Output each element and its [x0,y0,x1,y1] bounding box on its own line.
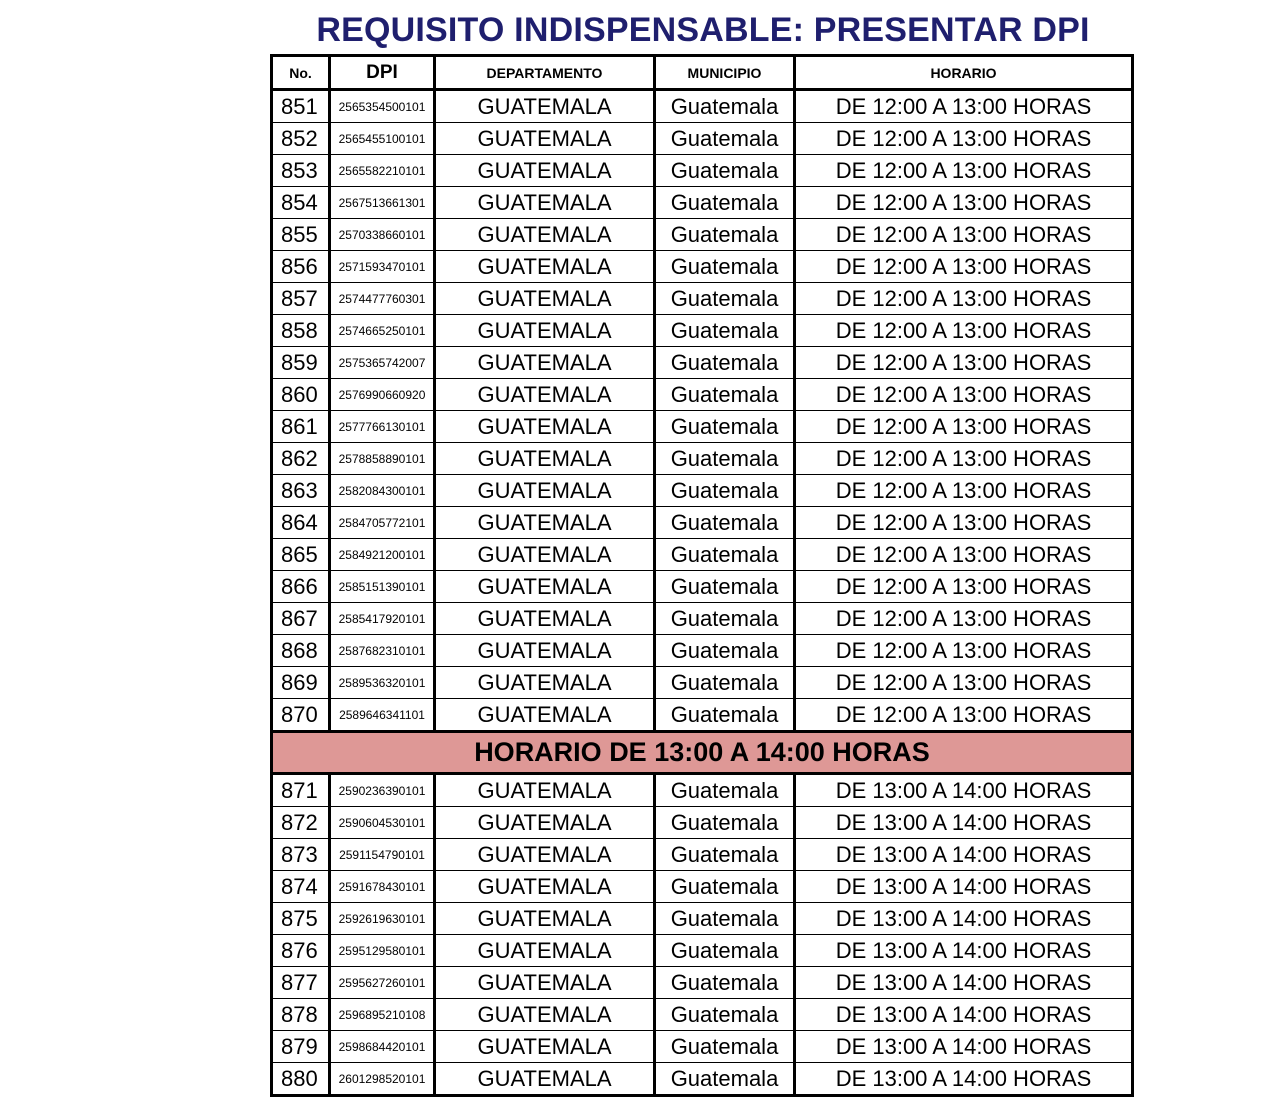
cell-no: 875 [272,903,330,935]
table-header [272,56,1133,90]
cell-departamento: GUATEMALA [435,219,655,251]
cell-horario: DE 12:00 A 13:00 HORAS [795,603,1133,635]
cell-municipio: Guatemala [655,839,795,871]
cell-no: 876 [272,935,330,967]
table-row [272,379,1133,411]
table-row [272,315,1133,347]
page-title: REQUISITO INDISPENSABLE: PRESENTAR DPI [316,11,1090,49]
cell-departamento: GUATEMALA [435,283,655,315]
cell-no: 877 [272,967,330,999]
cell-horario: DE 12:00 A 13:00 HORAS [795,315,1133,347]
cell-municipio: Guatemala [655,123,795,155]
cell-municipio: Guatemala [655,1031,795,1063]
cell-horario: DE 12:00 A 13:00 HORAS [795,635,1133,667]
cell-no: 870 [272,699,330,732]
cell-departamento: GUATEMALA [435,443,655,475]
table-row [272,667,1133,699]
cell-horario: DE 12:00 A 13:00 HORAS [795,347,1133,379]
cell-municipio: Guatemala [655,807,795,839]
cell-dpi: 2565455100101 [330,123,435,155]
cell-municipio: Guatemala [655,315,795,347]
cell-dpi: 2591154790101 [330,839,435,871]
cell-dpi: 2598684420101 [330,1031,435,1063]
cell-departamento: GUATEMALA [435,507,655,539]
cell-no: 861 [272,411,330,443]
cell-dpi: 2589646341101 [330,699,435,732]
cell-dpi: 2582084300101 [330,475,435,507]
cell-municipio: Guatemala [655,251,795,283]
cell-departamento: GUATEMALA [435,315,655,347]
cell-municipio: Guatemala [655,219,795,251]
cell-horario: DE 13:00 A 14:00 HORAS [795,1063,1133,1096]
cell-departamento: GUATEMALA [435,699,655,732]
cell-horario: DE 12:00 A 13:00 HORAS [795,251,1133,283]
cell-departamento: GUATEMALA [435,251,655,283]
cell-departamento: GUATEMALA [435,90,655,123]
rows-group-12-13 [272,90,1133,732]
cell-departamento: GUATEMALA [435,774,655,807]
cell-dpi: 2574477760301 [330,283,435,315]
cell-dpi: 2589536320101 [330,667,435,699]
cell-no: 880 [272,1063,330,1096]
cell-dpi: 2578858890101 [330,443,435,475]
table-row [272,571,1133,603]
cell-departamento: GUATEMALA [435,871,655,903]
header-municipio: MUNICIPIO [655,56,795,90]
cell-municipio: Guatemala [655,967,795,999]
cell-municipio: Guatemala [655,667,795,699]
table-row [272,539,1133,571]
rows-group-13-14 [272,774,1133,1096]
table-row [272,283,1133,315]
cell-no: 854 [272,187,330,219]
cell-horario: DE 12:00 A 13:00 HORAS [795,411,1133,443]
cell-dpi: 2576990660920 [330,379,435,411]
table-row [272,635,1133,667]
cell-municipio: Guatemala [655,283,795,315]
table-row [272,1031,1133,1063]
cell-horario: DE 12:00 A 13:00 HORAS [795,90,1133,123]
cell-dpi: 2596895210108 [330,999,435,1031]
cell-horario: DE 12:00 A 13:00 HORAS [795,123,1133,155]
table-row [272,347,1133,379]
cell-no: 857 [272,283,330,315]
cell-departamento: GUATEMALA [435,603,655,635]
table-row [272,251,1133,283]
table-row [272,411,1133,443]
cell-no: 874 [272,871,330,903]
cell-horario: DE 13:00 A 14:00 HORAS [795,935,1133,967]
table-row [272,475,1133,507]
table-row [272,90,1133,123]
table-row [272,219,1133,251]
cell-dpi: 2595627260101 [330,967,435,999]
cell-no: 852 [272,123,330,155]
cell-municipio: Guatemala [655,1063,795,1096]
cell-horario: DE 13:00 A 14:00 HORAS [795,839,1133,871]
cell-no: 878 [272,999,330,1031]
cell-horario: DE 12:00 A 13:00 HORAS [795,571,1133,603]
cell-municipio: Guatemala [655,379,795,411]
table-row [272,935,1133,967]
cell-municipio: Guatemala [655,90,795,123]
cell-no: 862 [272,443,330,475]
cell-departamento: GUATEMALA [435,1031,655,1063]
header-departamento: DEPARTAMENTO [435,56,655,90]
cell-dpi: 2567513661301 [330,187,435,219]
cell-departamento: GUATEMALA [435,903,655,935]
cell-horario: DE 12:00 A 13:00 HORAS [795,667,1133,699]
table-row [272,603,1133,635]
cell-departamento: GUATEMALA [435,1063,655,1096]
table-row [272,839,1133,871]
cell-horario: DE 12:00 A 13:00 HORAS [795,443,1133,475]
cell-horario: DE 13:00 A 14:00 HORAS [795,807,1133,839]
table-row [272,443,1133,475]
cell-municipio: Guatemala [655,443,795,475]
cell-departamento: GUATEMALA [435,635,655,667]
table-row [272,871,1133,903]
cell-departamento: GUATEMALA [435,571,655,603]
cell-dpi: 2585417920101 [330,603,435,635]
cell-departamento: GUATEMALA [435,123,655,155]
table-row [272,155,1133,187]
cell-departamento: GUATEMALA [435,155,655,187]
cell-horario: DE 12:00 A 13:00 HORAS [795,539,1133,571]
cell-horario: DE 12:00 A 13:00 HORAS [795,475,1133,507]
cell-no: 855 [272,219,330,251]
cell-no: 871 [272,774,330,807]
table-row [272,507,1133,539]
cell-no: 869 [272,667,330,699]
cell-departamento: GUATEMALA [435,839,655,871]
cell-departamento: GUATEMALA [435,935,655,967]
cell-horario: DE 13:00 A 14:00 HORAS [795,871,1133,903]
cell-municipio: Guatemala [655,507,795,539]
cell-no: 865 [272,539,330,571]
cell-horario: DE 12:00 A 13:00 HORAS [795,379,1133,411]
cell-no: 864 [272,507,330,539]
cell-horario: DE 13:00 A 14:00 HORAS [795,774,1133,807]
cell-dpi: 2590236390101 [330,774,435,807]
cell-horario: DE 12:00 A 13:00 HORAS [795,507,1133,539]
cell-dpi: 2601298520101 [330,1063,435,1096]
table-row [272,699,1133,732]
cell-no: 866 [272,571,330,603]
cell-no: 863 [272,475,330,507]
cell-departamento: GUATEMALA [435,999,655,1031]
cell-horario: DE 12:00 A 13:00 HORAS [795,219,1133,251]
cell-no: 851 [272,90,330,123]
cell-municipio: Guatemala [655,411,795,443]
cell-municipio: Guatemala [655,155,795,187]
cell-municipio: Guatemala [655,603,795,635]
cell-no: 867 [272,603,330,635]
cell-no: 853 [272,155,330,187]
cell-horario: DE 13:00 A 14:00 HORAS [795,999,1133,1031]
cell-horario: DE 13:00 A 14:00 HORAS [795,1031,1133,1063]
section-title: HORARIO DE 13:00 A 14:00 HORAS [272,732,1133,774]
cell-horario: DE 13:00 A 14:00 HORAS [795,967,1133,999]
cell-no: 873 [272,839,330,871]
table-row [272,187,1133,219]
cell-municipio: Guatemala [655,999,795,1031]
cell-municipio: Guatemala [655,699,795,732]
cell-municipio: Guatemala [655,187,795,219]
table-row [272,807,1133,839]
cell-no: 860 [272,379,330,411]
section-divider [272,732,1133,774]
cell-municipio: Guatemala [655,347,795,379]
cell-municipio: Guatemala [655,871,795,903]
cell-no: 879 [272,1031,330,1063]
cell-departamento: GUATEMALA [435,187,655,219]
cell-municipio: Guatemala [655,475,795,507]
cell-dpi: 2592619630101 [330,903,435,935]
cell-no: 872 [272,807,330,839]
cell-municipio: Guatemala [655,635,795,667]
cell-dpi: 2595129580101 [330,935,435,967]
table-row [272,967,1133,999]
cell-departamento: GUATEMALA [435,379,655,411]
table-row [272,1063,1133,1096]
cell-dpi: 2587682310101 [330,635,435,667]
cell-horario: DE 12:00 A 13:00 HORAS [795,155,1133,187]
cell-dpi: 2574665250101 [330,315,435,347]
table-row [272,123,1133,155]
cell-dpi: 2575365742007 [330,347,435,379]
cell-dpi: 2571593470101 [330,251,435,283]
cell-departamento: GUATEMALA [435,411,655,443]
cell-dpi: 2565582210101 [330,155,435,187]
cell-no: 856 [272,251,330,283]
cell-dpi: 2584705772101 [330,507,435,539]
cell-dpi: 2565354500101 [330,90,435,123]
cell-departamento: GUATEMALA [435,967,655,999]
header-dpi: DPI [330,56,435,90]
cell-departamento: GUATEMALA [435,807,655,839]
cell-departamento: GUATEMALA [435,475,655,507]
table-row [272,774,1133,807]
cell-dpi: 2577766130101 [330,411,435,443]
cell-departamento: GUATEMALA [435,539,655,571]
cell-dpi: 2591678430101 [330,871,435,903]
cell-dpi: 2590604530101 [330,807,435,839]
cell-horario: DE 13:00 A 14:00 HORAS [795,903,1133,935]
table-row [272,903,1133,935]
cell-horario: DE 12:00 A 13:00 HORAS [795,187,1133,219]
cell-no: 859 [272,347,330,379]
cell-no: 868 [272,635,330,667]
header-horario: HORARIO [795,56,1133,90]
cell-municipio: Guatemala [655,935,795,967]
cell-horario: DE 12:00 A 13:00 HORAS [795,283,1133,315]
cell-dpi: 2585151390101 [330,571,435,603]
cell-dpi: 2584921200101 [330,539,435,571]
cell-municipio: Guatemala [655,774,795,807]
cell-horario: DE 12:00 A 13:00 HORAS [795,699,1133,732]
cell-dpi: 2570338660101 [330,219,435,251]
table-row [272,999,1133,1031]
cell-municipio: Guatemala [655,571,795,603]
cell-municipio: Guatemala [655,539,795,571]
cell-departamento: GUATEMALA [435,667,655,699]
schedule-table [270,54,1134,1097]
cell-no: 858 [272,315,330,347]
header-no: No. [272,56,330,90]
cell-municipio: Guatemala [655,903,795,935]
cell-departamento: GUATEMALA [435,347,655,379]
